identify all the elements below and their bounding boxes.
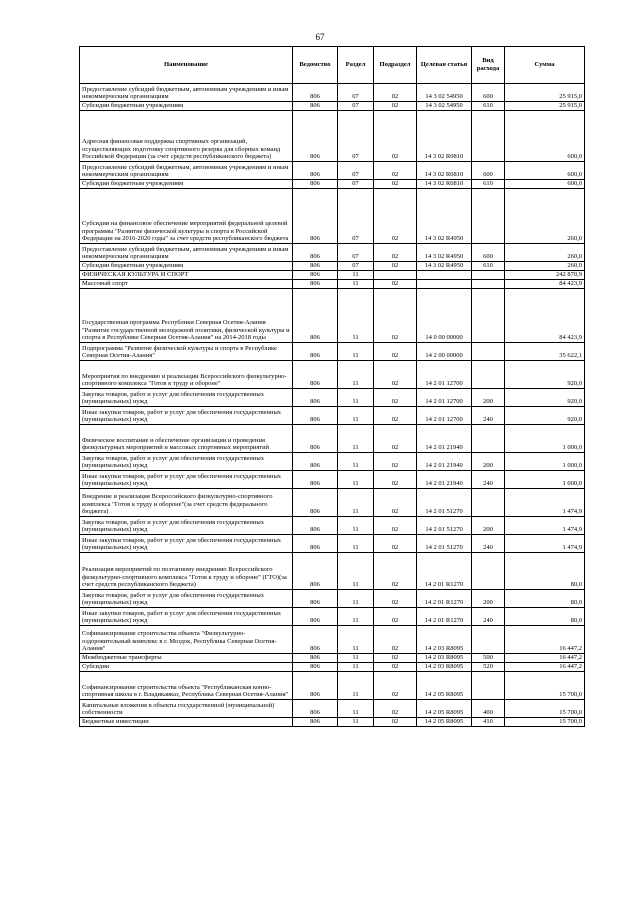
row-section: 11 (338, 608, 374, 626)
table-row (80, 489, 585, 517)
table-row (80, 162, 585, 180)
row-subsection: 02 (374, 489, 417, 517)
row-name: Субсидии бюджетным учреждениям (80, 102, 293, 111)
row-expense-type (472, 289, 505, 343)
row-section: 11 (338, 535, 374, 553)
row-amount: 16 447,2 (505, 654, 585, 663)
row-name: Внедрение и реализация Всероссийского физкультурно-спортивного комплекса "Готов к труду и обороне"(за счет средств федерального бюджета) (80, 489, 293, 517)
row-expense-type: 410 (472, 718, 505, 727)
row-subsection: 02 (374, 280, 417, 289)
row-name: Массовый спорт (80, 280, 293, 289)
row-amount: 25 915,0 (505, 84, 585, 102)
row-name: Иные закупки товаров, работ и услуг для обеспечения государственных (муниципальных) нужд (80, 471, 293, 489)
row-expense-type (472, 361, 505, 389)
row-target-article: 14 2 05 R8095 (417, 672, 472, 700)
row-amount: 15 700,0 (505, 700, 585, 718)
row-department: 806 (293, 289, 338, 343)
row-department: 806 (293, 361, 338, 389)
row-amount: 1 474,9 (505, 489, 585, 517)
table-row (80, 407, 585, 425)
row-department: 806 (293, 180, 338, 189)
row-name: Подпрограмма "Развитие физической культуры и спорта в Республике Северная Осетия-Алания" (80, 343, 293, 361)
row-subsection: 02 (374, 553, 417, 590)
row-name: Субсидии (80, 663, 293, 672)
row-department: 806 (293, 590, 338, 608)
row-department: 806 (293, 111, 338, 162)
row-department: 806 (293, 672, 338, 700)
row-section: 11 (338, 626, 374, 654)
table-row (80, 608, 585, 626)
row-amount: 600,0 (505, 180, 585, 189)
row-department: 806 (293, 517, 338, 535)
row-subsection: 02 (374, 111, 417, 162)
row-department: 806 (293, 189, 338, 244)
row-target-article: 14 2 01 12700 (417, 407, 472, 425)
row-expense-type (472, 189, 505, 244)
row-expense-type: 200 (472, 590, 505, 608)
row-name: Закупка товаров, работ и услуг для обеспечения государственных (муниципальных) нужд (80, 590, 293, 608)
table-row (80, 343, 585, 361)
row-amount: 15 700,0 (505, 718, 585, 727)
row-expense-type: 520 (472, 663, 505, 672)
row-department: 806 (293, 700, 338, 718)
row-amount: 84 423,9 (505, 280, 585, 289)
row-amount: 35 622,1 (505, 343, 585, 361)
row-target-article: 14 2 01 12700 (417, 389, 472, 407)
row-section: 11 (338, 453, 374, 471)
header-expense-type: Вид расхода (472, 47, 505, 84)
row-amount: 80,0 (505, 590, 585, 608)
row-section: 11 (338, 700, 374, 718)
row-subsection: 02 (374, 535, 417, 553)
row-expense-type: 240 (472, 407, 505, 425)
row-amount: 260,0 (505, 262, 585, 271)
row-target-article: 14 2 01 51270 (417, 517, 472, 535)
row-name: ФИЗИЧЕСКАЯ КУЛЬТУРА И СПОРТ (80, 271, 293, 280)
row-expense-type: 200 (472, 517, 505, 535)
row-target-article: 14 2 05 R8095 (417, 718, 472, 727)
row-expense-type (472, 626, 505, 654)
row-department: 806 (293, 262, 338, 271)
row-section: 07 (338, 262, 374, 271)
row-department: 806 (293, 162, 338, 180)
table-row (80, 535, 585, 553)
row-department: 806 (293, 535, 338, 553)
table-row (80, 453, 585, 471)
row-expense-type: 610 (472, 180, 505, 189)
row-section: 07 (338, 111, 374, 162)
row-section: 11 (338, 663, 374, 672)
table-row (80, 700, 585, 718)
row-section: 11 (338, 407, 374, 425)
row-department: 806 (293, 453, 338, 471)
row-subsection: 02 (374, 244, 417, 262)
row-target-article: 14 3 02 54950 (417, 84, 472, 102)
row-subsection: 02 (374, 84, 417, 102)
row-section: 07 (338, 189, 374, 244)
table-row (80, 289, 585, 343)
row-department: 806 (293, 280, 338, 289)
row-subsection: 02 (374, 407, 417, 425)
row-expense-type (472, 280, 505, 289)
row-target-article: 14 3 02 R4950 (417, 262, 472, 271)
row-expense-type: 200 (472, 389, 505, 407)
row-expense-type (472, 489, 505, 517)
row-department: 806 (293, 271, 338, 280)
row-section: 11 (338, 289, 374, 343)
row-amount: 84 423,9 (505, 289, 585, 343)
row-name: Государственная программа Республики Северная Осетия-Алания "Развитие государственной молодежной политики, физической культуры и спорта в Республике Северная Осетия-Алания" на 2014-2018 годы (80, 289, 293, 343)
row-subsection: 02 (374, 425, 417, 453)
table-row (80, 663, 585, 672)
row-target-article: 14 2 03 R8095 (417, 654, 472, 663)
row-section: 11 (338, 425, 374, 453)
row-subsection: 02 (374, 608, 417, 626)
row-subsection: 02 (374, 343, 417, 361)
row-name: Капитальные вложения в объекты государственной (муниципальной) собственности (80, 700, 293, 718)
row-department: 806 (293, 489, 338, 517)
row-amount: 242 870,9 (505, 271, 585, 280)
row-expense-type: 500 (472, 654, 505, 663)
row-amount: 1 000,0 (505, 453, 585, 471)
row-target-article: 14 2 01 21940 (417, 425, 472, 453)
row-amount: 16 447,2 (505, 663, 585, 672)
row-expense-type (472, 553, 505, 590)
row-expense-type: 400 (472, 700, 505, 718)
row-amount: 1 000,0 (505, 425, 585, 453)
table-row (80, 654, 585, 663)
row-subsection: 02 (374, 289, 417, 343)
budget-table (79, 46, 585, 727)
row-expense-type: 240 (472, 471, 505, 489)
row-name: Предоставление субсидий бюджетным, автономным учреждениям и иным некоммерческим организациям (80, 84, 293, 102)
row-target-article: 14 2 03 R8095 (417, 663, 472, 672)
table-row (80, 271, 585, 280)
table-row (80, 262, 585, 271)
row-subsection: 02 (374, 389, 417, 407)
row-target-article: 14 2 01 R1270 (417, 553, 472, 590)
row-section: 11 (338, 590, 374, 608)
row-section: 11 (338, 672, 374, 700)
row-expense-type: 240 (472, 535, 505, 553)
row-section: 11 (338, 553, 374, 590)
row-subsection: 02 (374, 453, 417, 471)
table-row (80, 389, 585, 407)
row-section: 07 (338, 180, 374, 189)
row-department: 806 (293, 343, 338, 361)
row-name: Иные закупки товаров, работ и услуг для обеспечения государственных (муниципальных) нужд (80, 535, 293, 553)
header-row (80, 47, 585, 84)
table-row (80, 471, 585, 489)
table-row (80, 517, 585, 535)
row-subsection: 02 (374, 102, 417, 111)
row-expense-type (472, 271, 505, 280)
row-subsection: 02 (374, 471, 417, 489)
row-subsection: 02 (374, 361, 417, 389)
row-subsection: 02 (374, 517, 417, 535)
row-expense-type (472, 111, 505, 162)
row-amount: 920,0 (505, 361, 585, 389)
row-department: 806 (293, 553, 338, 590)
row-expense-type: 600 (472, 244, 505, 262)
row-section: 07 (338, 162, 374, 180)
page-number: 67 (315, 32, 325, 42)
row-name: Субсидии бюджетным учреждениям (80, 180, 293, 189)
row-target-article: 14 3 02 54950 (417, 102, 472, 111)
row-section: 11 (338, 343, 374, 361)
row-subsection: 02 (374, 189, 417, 244)
row-expense-type: 200 (472, 453, 505, 471)
row-name: Закупка товаров, работ и услуг для обеспечения государственных (муниципальных) нужд (80, 517, 293, 535)
row-section: 11 (338, 718, 374, 727)
table-row (80, 180, 585, 189)
row-amount: 80,0 (505, 553, 585, 590)
row-name: Мероприятия по внедрению и реализации Всероссийского физкультурно-спортивного комплекса "Готов к труду и обороне" (80, 361, 293, 389)
row-name: Предоставление субсидий бюджетным, автономным учреждениям и иным некоммерческим организациям (80, 162, 293, 180)
row-department: 806 (293, 663, 338, 672)
row-target-article: 14 2 01 51270 (417, 535, 472, 553)
row-amount: 80,0 (505, 608, 585, 626)
row-amount: 920,0 (505, 407, 585, 425)
row-target-article: 14 2 03 R8095 (417, 626, 472, 654)
row-subsection: 02 (374, 718, 417, 727)
row-department: 806 (293, 244, 338, 262)
row-amount: 16 447,2 (505, 626, 585, 654)
row-amount: 1 000,0 (505, 471, 585, 489)
row-name: Физическое воспитание и обеспечение организации и проведения физкультурных мероприятий и массовых спортивных мероприятий (80, 425, 293, 453)
row-target-article: 14 2 01 12700 (417, 361, 472, 389)
row-section: 11 (338, 517, 374, 535)
row-target-article: 14 0 00 00000 (417, 289, 472, 343)
table-row (80, 280, 585, 289)
table-row (80, 361, 585, 389)
table-row (80, 626, 585, 654)
table-row (80, 84, 585, 102)
row-subsection: 02 (374, 590, 417, 608)
row-target-article: 14 3 02 R0810 (417, 162, 472, 180)
row-section: 07 (338, 244, 374, 262)
row-target-article: 14 2 01 21940 (417, 453, 472, 471)
row-subsection: 02 (374, 672, 417, 700)
row-expense-type: 610 (472, 262, 505, 271)
row-amount: 260,0 (505, 244, 585, 262)
row-subsection: 02 (374, 162, 417, 180)
row-expense-type: 600 (472, 162, 505, 180)
row-target-article (417, 271, 472, 280)
row-target-article: 14 2 01 R1270 (417, 590, 472, 608)
table-body (80, 84, 585, 727)
row-name: Иные закупки товаров, работ и услуг для обеспечения государственных (муниципальных) нужд (80, 407, 293, 425)
table-row (80, 672, 585, 700)
row-subsection: 02 (374, 663, 417, 672)
table-row (80, 189, 585, 244)
table-row (80, 718, 585, 727)
row-section: 11 (338, 389, 374, 407)
row-expense-type (472, 672, 505, 700)
row-department: 806 (293, 102, 338, 111)
row-target-article: 14 3 02 R0810 (417, 111, 472, 162)
row-subsection: 02 (374, 262, 417, 271)
row-amount: 15 700,0 (505, 672, 585, 700)
row-name: Закупка товаров, работ и услуг для обеспечения государственных (муниципальных) нужд (80, 453, 293, 471)
row-section: 11 (338, 471, 374, 489)
row-target-article: 14 3 02 R4950 (417, 244, 472, 262)
row-name: Субсидии бюджетным учреждениям (80, 262, 293, 271)
row-amount: 600,0 (505, 162, 585, 180)
row-department: 806 (293, 626, 338, 654)
row-target-article (417, 280, 472, 289)
row-expense-type: 600 (472, 84, 505, 102)
table-row (80, 244, 585, 262)
row-section: 11 (338, 489, 374, 517)
row-expense-type (472, 343, 505, 361)
row-amount: 600,0 (505, 111, 585, 162)
row-department: 806 (293, 84, 338, 102)
row-name: Адресная финансовая поддержка спортивных организаций, осуществляющих подготовку спортивного резерва для сборных команд Российской Федерации (за счет средств республиканского бюджета) (80, 111, 293, 162)
header-subsection: Подраздел (374, 47, 417, 84)
row-department: 806 (293, 471, 338, 489)
row-name: Субсидии на финансовое обеспечение мероприятий федеральной целевой программы "Развитие физической культуры и спорта в Российской Федерации на 2016-2020 годы" за счет средств республиканского бюджета (80, 189, 293, 244)
row-department: 806 (293, 425, 338, 453)
row-target-article: 14 2 01 R1270 (417, 608, 472, 626)
row-amount: 25 915,0 (505, 102, 585, 111)
row-target-article: 14 2 05 R8095 (417, 700, 472, 718)
row-name: Софинансирование строительства объекта "Физкультурно-оздоровительный комплекс в г. Моздок, Республика Северная Осетия-Алания" (80, 626, 293, 654)
row-name: Софинансирование строительства объекта "Республиканская конно-спортивная школа в г. Владикавказ, Республика Северная Осетия-Алания" (80, 672, 293, 700)
row-section: 07 (338, 84, 374, 102)
table-row (80, 553, 585, 590)
row-department: 806 (293, 407, 338, 425)
row-target-article: 14 2 01 51270 (417, 489, 472, 517)
row-target-article: 14 3 02 R0810 (417, 180, 472, 189)
row-department: 806 (293, 389, 338, 407)
row-amount: 260,0 (505, 189, 585, 244)
row-name: Иные закупки товаров, работ и услуг для обеспечения государственных (муниципальных) нужд (80, 608, 293, 626)
row-target-article: 14 2 01 21940 (417, 471, 472, 489)
header-target-article: Целевая статья (417, 47, 472, 84)
row-name: Предоставление субсидий бюджетным, автономным учреждениям и иным некоммерческим организациям (80, 244, 293, 262)
row-department: 806 (293, 718, 338, 727)
header-name: Наименование (80, 47, 293, 84)
row-section: 11 (338, 280, 374, 289)
row-amount: 920,0 (505, 389, 585, 407)
row-section: 11 (338, 271, 374, 280)
row-expense-type: 240 (472, 608, 505, 626)
table-row (80, 590, 585, 608)
header-amount: Сумма (505, 47, 585, 84)
table-row (80, 111, 585, 162)
table-row (80, 425, 585, 453)
row-subsection: 02 (374, 654, 417, 663)
row-section: 11 (338, 654, 374, 663)
row-department: 806 (293, 608, 338, 626)
row-expense-type: 610 (472, 102, 505, 111)
row-subsection (374, 271, 417, 280)
row-expense-type (472, 425, 505, 453)
row-subsection: 02 (374, 626, 417, 654)
row-section: 07 (338, 102, 374, 111)
row-department: 806 (293, 654, 338, 663)
row-section: 11 (338, 361, 374, 389)
row-name: Бюджетные инвестиции (80, 718, 293, 727)
row-name: Закупка товаров, работ и услуг для обеспечения государственных (муниципальных) нужд (80, 389, 293, 407)
header-department: Ведомство (293, 47, 338, 84)
row-amount: 1 474,9 (505, 517, 585, 535)
row-subsection: 02 (374, 180, 417, 189)
header-section: Раздел (338, 47, 374, 84)
row-name: Реализация мероприятий по поэтапному внедрению Всероссийского физкультурно-спортивного комплекса "Готов к труду и обороне" (ГТО)(за счет средств республиканского бюджета) (80, 553, 293, 590)
row-target-article: 14 2 00 00000 (417, 343, 472, 361)
row-amount: 1 474,9 (505, 535, 585, 553)
row-name: Межбюджетные трансферты (80, 654, 293, 663)
row-subsection: 02 (374, 700, 417, 718)
table-row (80, 102, 585, 111)
row-target-article: 14 3 02 R4950 (417, 189, 472, 244)
